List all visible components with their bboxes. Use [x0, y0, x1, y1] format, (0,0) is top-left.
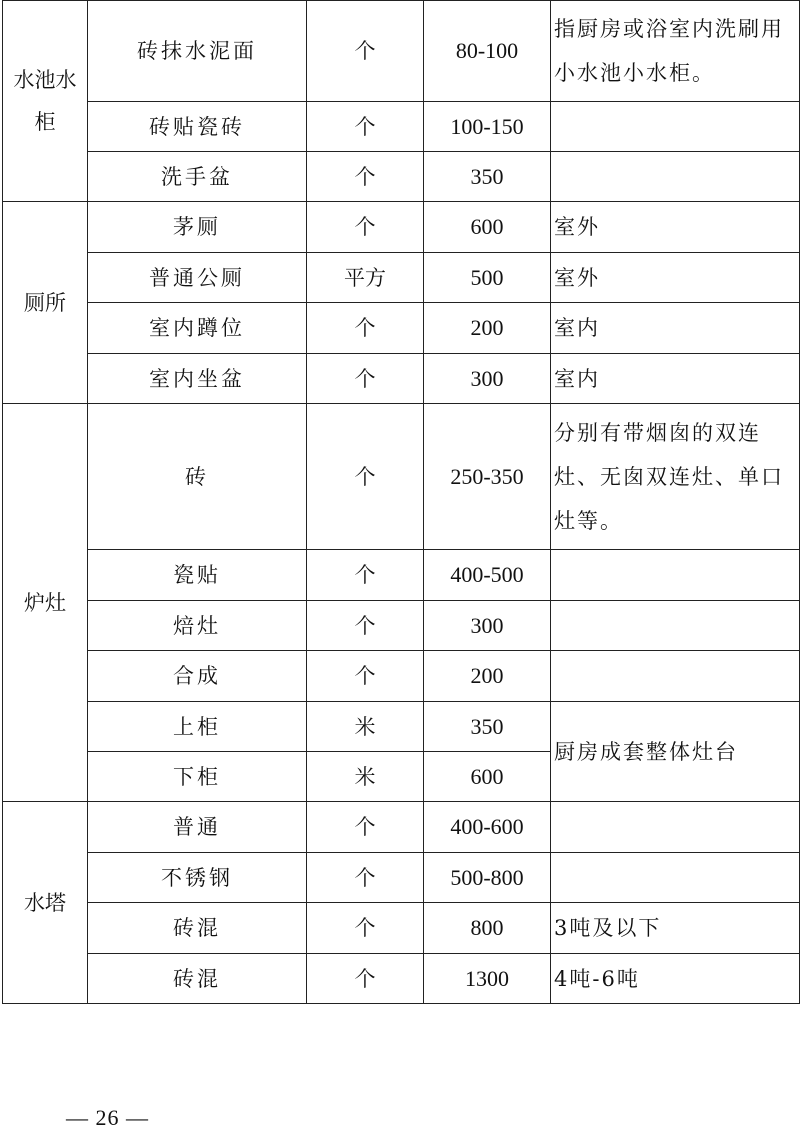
price-cell: 250-350	[424, 404, 551, 550]
price-cell: 500	[424, 253, 551, 303]
item-cell: 砖混	[88, 954, 307, 1004]
table-row	[3, 253, 800, 303]
note-cell: 室外	[551, 202, 800, 253]
note-cell: 室外	[551, 253, 800, 303]
price-cell: 600	[424, 202, 551, 253]
note-cell	[551, 601, 800, 651]
note-cell: 指厨房或浴室内洗刷用小水池小水柜。	[551, 1, 800, 102]
unit-cell: 个	[307, 1, 424, 102]
item-cell: 下柜	[88, 752, 307, 802]
price-cell: 350	[424, 152, 551, 202]
item-cell: 上柜	[88, 702, 307, 752]
price-cell: 500-800	[424, 853, 551, 903]
price-cell: 350	[424, 702, 551, 752]
note-cell: 3吨及以下	[551, 903, 800, 954]
unit-cell: 个	[307, 102, 424, 152]
table-row	[3, 903, 800, 954]
table-row	[3, 404, 800, 550]
item-cell: 砖	[88, 404, 307, 550]
category-cell: 水池水柜	[3, 1, 88, 202]
unit-cell: 个	[307, 303, 424, 354]
unit-cell: 个	[307, 550, 424, 601]
unit-cell: 个	[307, 853, 424, 903]
price-cell: 600	[424, 752, 551, 802]
item-cell: 茅厕	[88, 202, 307, 253]
compensation-table	[2, 0, 800, 1004]
table-row	[3, 702, 800, 752]
price-cell: 200	[424, 303, 551, 354]
item-cell: 砖抹水泥面	[88, 1, 307, 102]
table-row	[3, 853, 800, 903]
item-cell: 砖混	[88, 903, 307, 954]
page-number: — 26 —	[66, 1105, 149, 1130]
unit-cell: 米	[307, 702, 424, 752]
table-row	[3, 354, 800, 404]
price-cell: 300	[424, 354, 551, 404]
note-cell: 室内	[551, 303, 800, 354]
item-cell: 不锈钢	[88, 853, 307, 903]
note-cell	[551, 152, 800, 202]
price-cell: 100-150	[424, 102, 551, 152]
table-row	[3, 954, 800, 1004]
note-cell: 厨房成套整体灶台	[551, 702, 800, 802]
table-row	[3, 550, 800, 601]
note-cell	[551, 550, 800, 601]
item-cell: 砖贴瓷砖	[88, 102, 307, 152]
price-cell: 300	[424, 601, 551, 651]
table-row	[3, 601, 800, 651]
item-cell: 合成	[88, 651, 307, 702]
table-row	[3, 303, 800, 354]
note-cell: 分别有带烟囱的双连灶、无囱双连灶、单口灶等。	[551, 404, 800, 550]
unit-cell: 米	[307, 752, 424, 802]
item-cell: 普通公厕	[88, 253, 307, 303]
note-cell	[551, 853, 800, 903]
category-cell: 厕所	[3, 202, 88, 404]
item-cell: 洗手盆	[88, 152, 307, 202]
table-row	[3, 202, 800, 253]
item-cell: 焙灶	[88, 601, 307, 651]
note-cell	[551, 102, 800, 152]
price-cell: 800	[424, 903, 551, 954]
unit-cell: 个	[307, 354, 424, 404]
table-row	[3, 802, 800, 853]
unit-cell: 个	[307, 651, 424, 702]
category-cell: 水塔	[3, 802, 88, 1004]
item-cell: 瓷贴	[88, 550, 307, 601]
unit-cell: 个	[307, 954, 424, 1004]
note-cell	[551, 802, 800, 853]
table-row	[3, 1, 800, 102]
price-cell: 400-500	[424, 550, 551, 601]
price-cell: 400-600	[424, 802, 551, 853]
price-cell: 80-100	[424, 1, 551, 102]
unit-cell: 个	[307, 202, 424, 253]
price-cell: 200	[424, 651, 551, 702]
unit-cell: 个	[307, 152, 424, 202]
unit-cell: 个	[307, 601, 424, 651]
unit-cell: 个	[307, 802, 424, 853]
unit-cell: 个	[307, 903, 424, 954]
price-cell: 1300	[424, 954, 551, 1004]
item-cell: 室内蹲位	[88, 303, 307, 354]
note-cell: 4吨-6吨	[551, 954, 800, 1004]
item-cell: 室内坐盆	[88, 354, 307, 404]
table-row	[3, 152, 800, 202]
note-cell: 室内	[551, 354, 800, 404]
item-cell: 普通	[88, 802, 307, 853]
category-cell: 炉灶	[3, 404, 88, 802]
unit-cell: 平方	[307, 253, 424, 303]
note-cell	[551, 651, 800, 702]
table-row	[3, 102, 800, 152]
table-row	[3, 651, 800, 702]
unit-cell: 个	[307, 404, 424, 550]
